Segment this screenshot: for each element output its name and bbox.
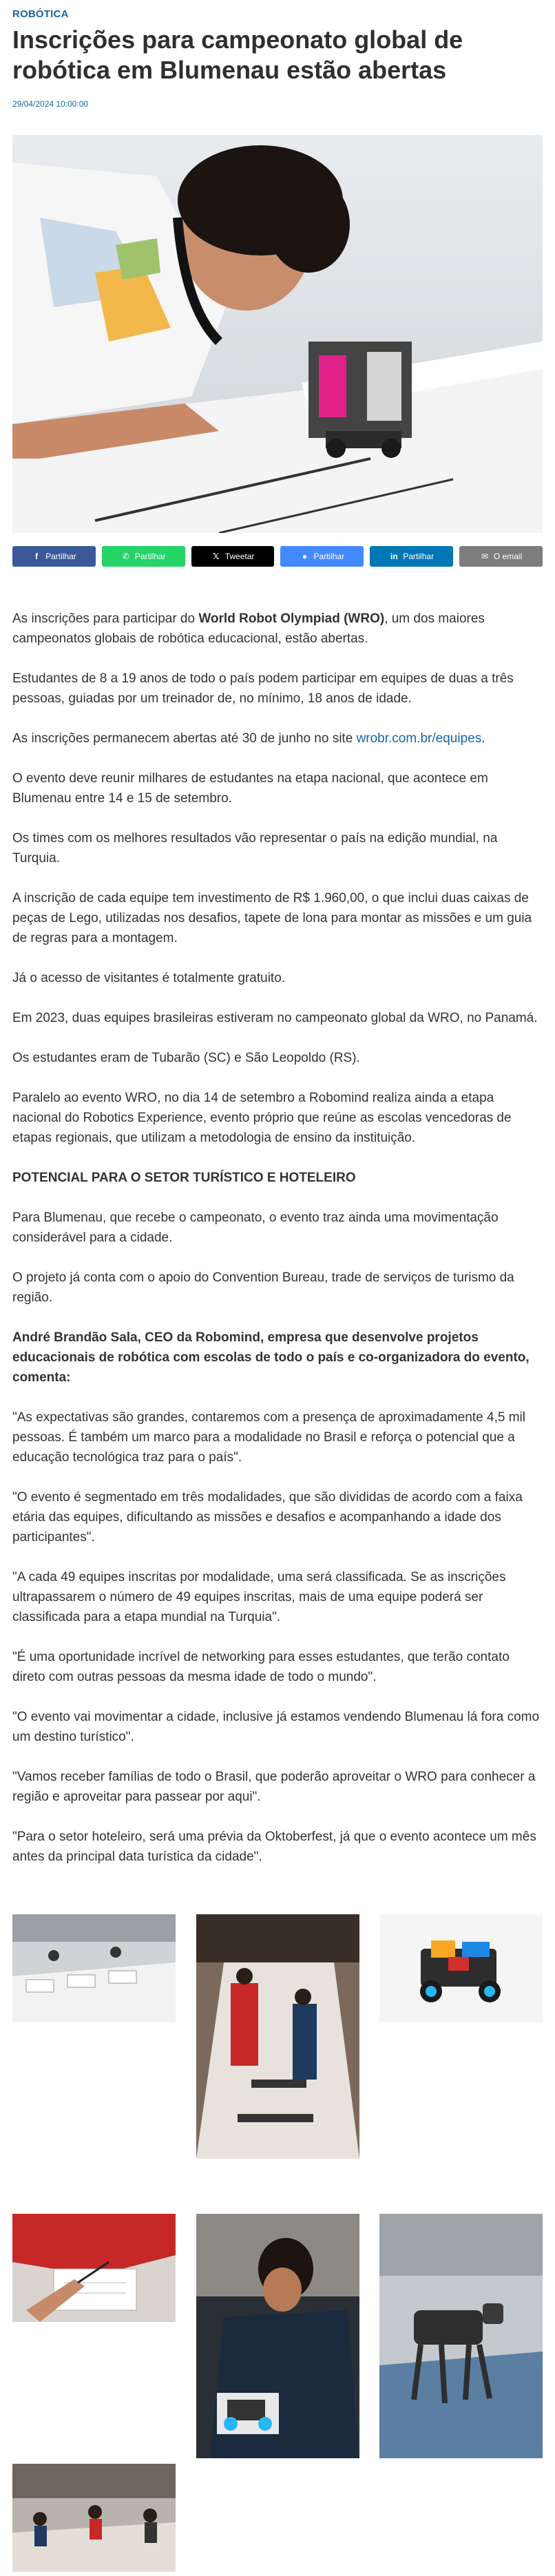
whatsapp-icon: ✆ bbox=[122, 552, 129, 561]
share-email-label: O email bbox=[493, 552, 523, 561]
article-title: Inscrições para campeonato global de robótica em Blumenau estão abertas bbox=[12, 25, 463, 84]
text: , um dos maiores campeonatos globais de robótica educacional, estão abertas. bbox=[12, 611, 485, 646]
text: As inscrições permanecem abertas até 30 de junho no site bbox=[12, 731, 357, 746]
share-whatsapp-button[interactable] bbox=[102, 546, 185, 567]
registration-link[interactable]: wrobr.com.br/equipes bbox=[356, 731, 482, 746]
hero-image bbox=[12, 135, 543, 533]
section-heading: POTENCIAL PARA O SETOR TURÍSTICO E HOTELEIRO bbox=[12, 1171, 356, 1185]
article-body bbox=[12, 609, 543, 1887]
quote-paragraph: "Para o setor hoteleiro, será uma prévia da Oktoberfest, já que o evento acontece um mês antes da principal data turística da cidade". bbox=[12, 1830, 536, 1864]
share-email-button[interactable] bbox=[459, 546, 543, 567]
x-twitter-icon: 𝕏 bbox=[212, 552, 220, 561]
gallery-image[interactable] bbox=[12, 1914, 176, 2022]
share-whatsapp-label: Partilhar bbox=[134, 552, 166, 561]
paragraph: Para Blumenau, que recebe o campeonato, o evento traz ainda uma movimentação considerável para a cidade. bbox=[12, 1211, 499, 1245]
gallery-photo-illustration bbox=[12, 2464, 176, 2572]
publish-date: 29/04/2024 10:00:00 bbox=[12, 99, 89, 109]
share-linkedin-label: Partilhar bbox=[403, 552, 434, 561]
share-linkedin-button[interactable] bbox=[370, 546, 453, 567]
share-twitter-button[interactable] bbox=[191, 546, 275, 567]
paragraph: A inscrição de cada equipe tem investimento de R$ 1.960,00, o que inclui duas caixas de peças de Lego, utilizadas nos desafios, tapete de lona para montar as missões e um guia de regras para a montagem. bbox=[12, 891, 532, 945]
quote-paragraph: "É uma oportunidade incrível de networking para esses estudantes, que terão contato direto com outras pessoas da mesma idade de todo o mundo". bbox=[12, 1650, 510, 1684]
gallery-photo-illustration bbox=[12, 2214, 176, 2322]
category-label[interactable]: ROBÓTICA bbox=[12, 8, 69, 20]
share-bar bbox=[12, 546, 543, 567]
gallery-image[interactable] bbox=[379, 2214, 543, 2458]
gallery-photo-illustration bbox=[196, 2214, 359, 2458]
paragraph: O evento deve reunir milhares de estudantes na etapa nacional, que acontece em Blumenau entre 14 e 15 de setembro. bbox=[12, 771, 488, 806]
paragraph: Paralelo ao evento WRO, no dia 14 de setembro a Robomind realiza ainda a etapa nacional do Robotics Experience, evento próprio que reúne as escolas vencedoras de etapas regionais, que utilizam a metodologia de ensino da instituição. bbox=[12, 1091, 512, 1145]
paragraph: Em 2023, duas equipes brasileiras estiveram no campeonato global da WRO, no Panamá. bbox=[12, 1011, 538, 1025]
facebook-icon: f bbox=[35, 552, 39, 561]
linkedin-icon: in bbox=[390, 552, 398, 561]
paragraph bbox=[12, 1328, 543, 1388]
quote-paragraph: "As expectativas são grandes, contaremos com a presença de aproximadamente 4,5 mil pessoas. É também um marco para a modalidade no Brasil e reforça o potencial que a educação tecnológica traz para o país". bbox=[12, 1410, 525, 1465]
share-facebook-button[interactable] bbox=[12, 546, 96, 567]
gallery-image[interactable] bbox=[12, 2214, 176, 2322]
quote-paragraph: "O evento é segmentado em três modalidades, que são divididas de acordo com a faixa etária das equipes, dificultando as missões e desafios e acompanhando a idade dos participantes". bbox=[12, 1490, 523, 1544]
messenger-icon: ● bbox=[302, 552, 308, 561]
gallery-photo-illustration bbox=[196, 1914, 359, 2159]
share-facebook-label: Partilhar bbox=[45, 552, 76, 561]
share-messenger-button[interactable] bbox=[280, 546, 364, 567]
bold-text: World Robot Olympiad (WRO) bbox=[198, 611, 385, 626]
paragraph bbox=[12, 609, 543, 649]
email-icon: ✉ bbox=[481, 552, 488, 561]
gallery-image[interactable] bbox=[196, 2214, 359, 2458]
gallery-image[interactable] bbox=[12, 2464, 176, 2572]
gallery-photo-illustration bbox=[12, 1914, 176, 2022]
quote-paragraph: "Vamos receber famílias de todo o Brasil, que poderão aproveitar o WRO para conhecer a região e aproveitar para passear por aqui". bbox=[12, 1770, 536, 1804]
gallery-photo-illustration bbox=[379, 1914, 543, 2022]
gallery-image[interactable] bbox=[196, 1914, 359, 2159]
paragraph: Estudantes de 8 a 19 anos de todo o país podem participar em equipes de duas a três pessoas, guiadas por um treinador de, no mínimo, 18 anos de idade. bbox=[12, 671, 514, 706]
text: As inscrições para participar do bbox=[12, 611, 199, 626]
quote-paragraph: "O evento vai movimentar a cidade, inclusive já estamos vendendo Blumenau lá fora como um destino turístico". bbox=[12, 1710, 540, 1744]
quote-paragraph: "A cada 49 equipes inscritas por modalidade, uma será classificada. Se as inscrições ultrapassarem o número de 49 equipes inscritas, mais de uma equipe poderá ser classificada para a etapa mundial na Turquia". bbox=[12, 1570, 506, 1624]
gallery-image[interactable] bbox=[379, 1914, 543, 2022]
hero-photo-illustration bbox=[12, 135, 543, 533]
share-twitter-label: Tweetar bbox=[224, 552, 255, 561]
bold-text: André Brandão Sala, CEO da Robomind, empresa que desenvolve projetos educacionais de robótica com escolas de todo o país e co-organizadora do evento, comenta: bbox=[12, 1330, 530, 1385]
share-messenger-label: Partilhar bbox=[313, 552, 345, 561]
gallery-photo-illustration bbox=[379, 2214, 543, 2458]
text: . bbox=[481, 731, 485, 746]
paragraph: Já o acesso de visitantes é totalmente gratuito. bbox=[12, 971, 286, 985]
paragraph: O projeto já conta com o apoio do Convention Bureau, trade de serviços de turismo da região. bbox=[12, 1270, 514, 1305]
paragraph: Os estudantes eram de Tubarão (SC) e São Leopoldo (RS). bbox=[12, 1051, 360, 1065]
paragraph: Os times com os melhores resultados vão representar o país na edição mundial, na Turquia. bbox=[12, 831, 498, 866]
paragraph bbox=[12, 729, 543, 748]
